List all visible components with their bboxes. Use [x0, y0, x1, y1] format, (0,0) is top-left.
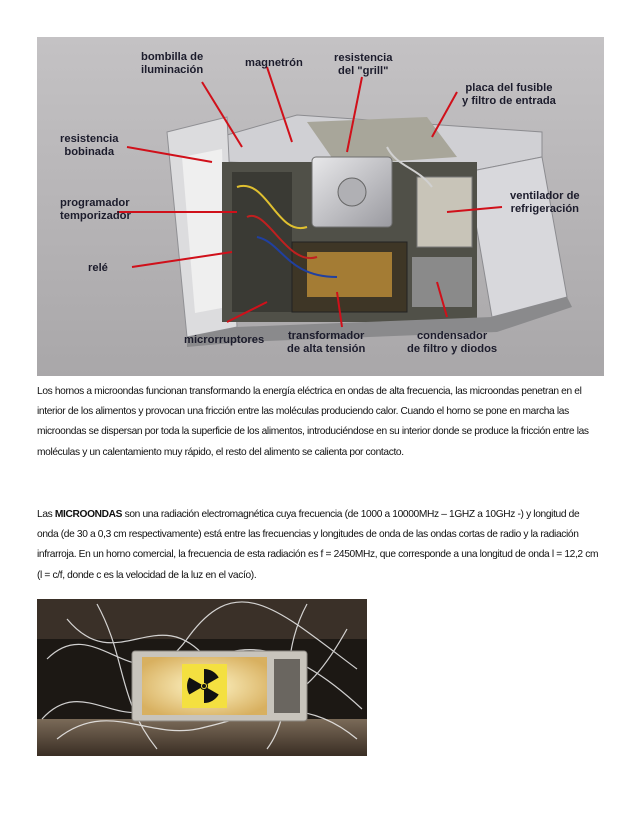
label-grill: resistencia del "grill" [334, 52, 393, 77]
label-ventilador: ventilador de refrigeración [510, 190, 580, 215]
label-condensador: condensador de filtro y diodos [407, 330, 498, 355]
radiation-icon [182, 664, 227, 708]
paragraph-microondas-text: son una radiación electromagnética cuya frecuencia (de 1000 a 10000MHz – 1GHZ a 10GHz -) y longitud de onda (de 30 a 0,3 cm respectivamente) está entre las frecuencias y longitudes de onda de las ondas cortas de radio y la radiación infrarroja. En un horno comercial, la frecuencia de esta radiación es f = 2450MHz, que corresponde a una longitud de onda l = 12,2 cm (l = c/f, donde c es la velocidad de la luz en el vacío). [37, 509, 599, 581]
label-magnetron: magnetrón [245, 57, 303, 69]
microwave-radiation-figure [37, 599, 367, 756]
label-bobinada: resistencia bobinada [60, 133, 119, 158]
label-programador: programador temporizador [60, 197, 131, 222]
paragraph-microondas [37, 505, 602, 586]
label-rele: relé [88, 262, 108, 274]
microwave-internals-figure [37, 37, 604, 376]
label-fusible: placa del fusible y filtro de entrada [462, 82, 556, 107]
paragraph-microondas-prefix: Las [37, 509, 55, 520]
paragraph-intro: Los hornos a microondas funcionan transformando la energía eléctrica en ondas de alta frecuencia, las microondas penetran en el interior de los alimentos y provocan una fricción entre las moléculas produciendo calor. Cuando el horno se pone en marcha las microondas se dispersan por toda la superficie de los alimentos, introduciéndose en su interior donde se produce la fricción entre las moléculas y un calentamiento muy rápido, el resto del alimento se calienta por contacto. [37, 386, 589, 458]
label-microrruptores: microrruptores [184, 334, 265, 346]
label-bombilla: bombilla de iluminación [141, 51, 204, 76]
label-transformador: transformador de alta tensión [287, 330, 366, 355]
microwave-radiation-photo [37, 599, 367, 756]
microondas-keyword: MICROONDAS [54, 509, 123, 520]
